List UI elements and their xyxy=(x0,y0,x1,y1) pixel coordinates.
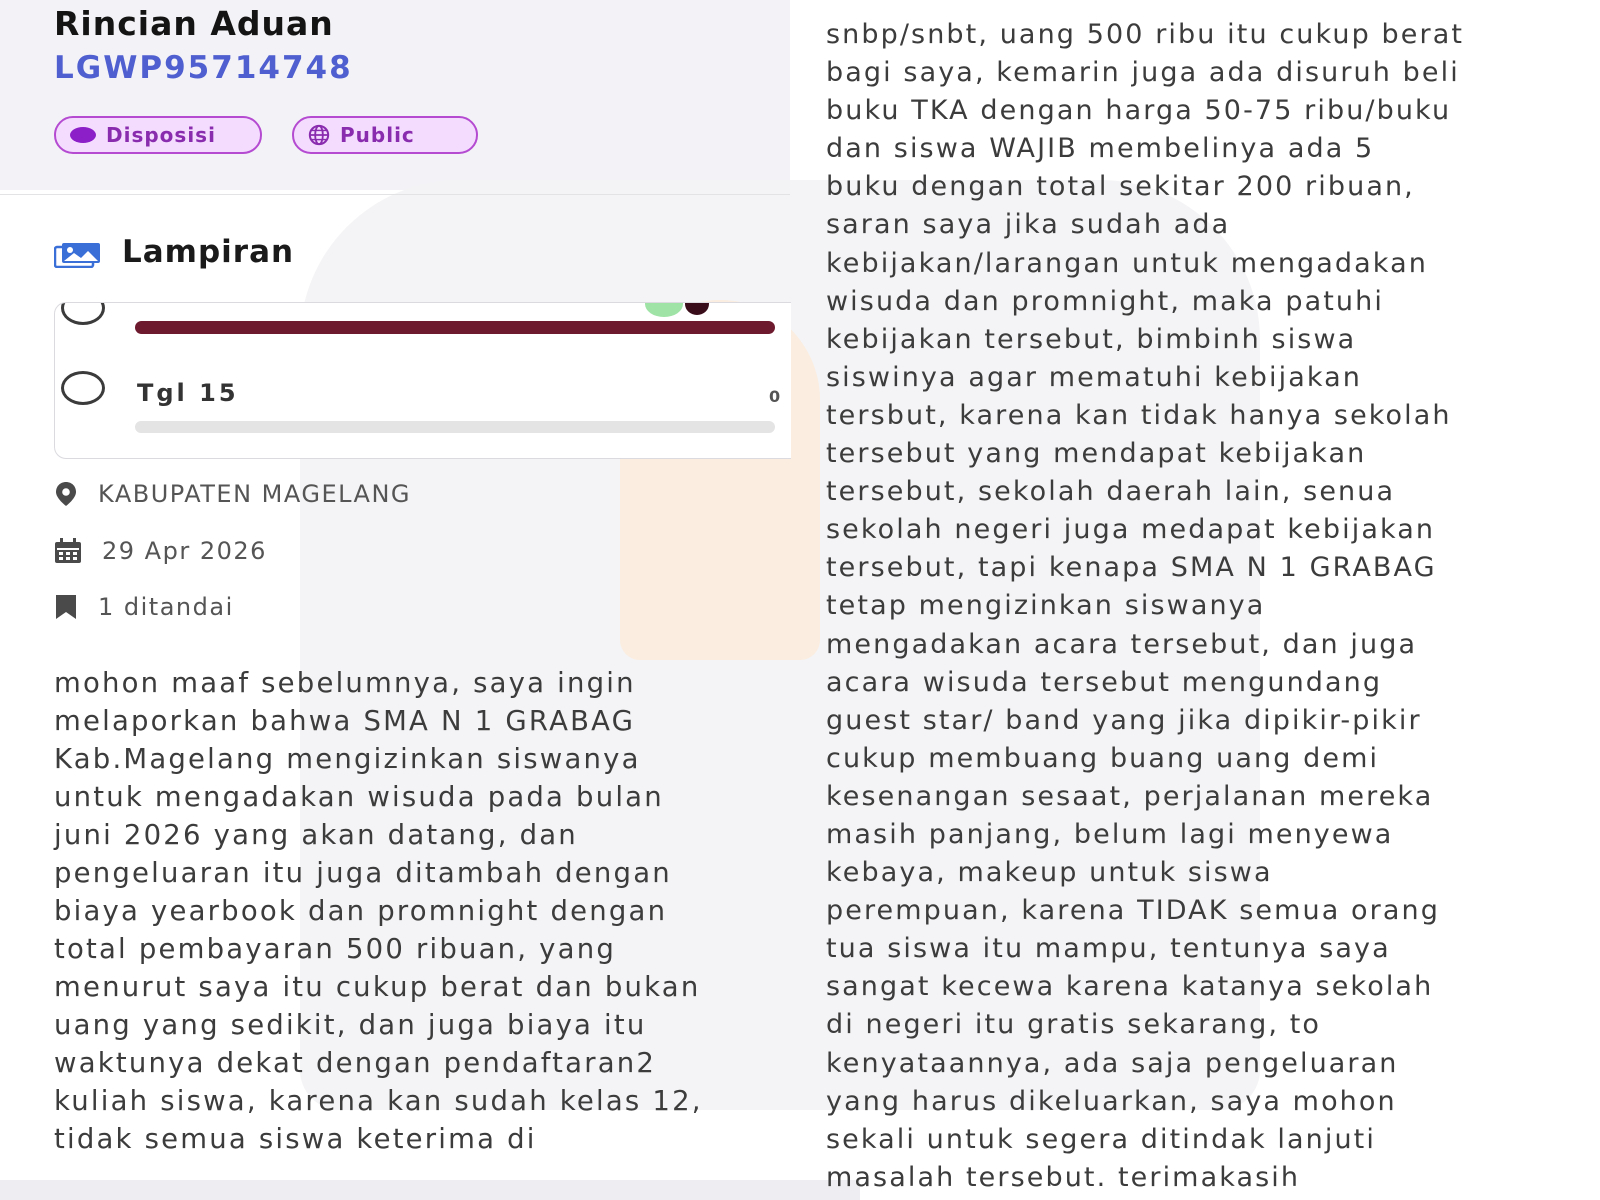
bookmark-row xyxy=(54,593,234,621)
page-title: Rincian Aduan xyxy=(54,4,334,43)
visibility-badge-label: Public xyxy=(340,123,415,147)
bookmark-icon xyxy=(54,594,78,620)
complaint-code: LGWP95714748 xyxy=(54,50,353,86)
image-gallery-icon xyxy=(54,242,102,268)
globe-icon xyxy=(308,124,330,146)
poll-option-b-label: Tgl 15 xyxy=(137,379,239,407)
poll-option-a-radio[interactable] xyxy=(61,302,105,325)
voter-avatar-dark xyxy=(685,302,709,315)
date-text: 29 Apr 2026 xyxy=(102,537,267,565)
date-row xyxy=(54,537,267,565)
bottom-band xyxy=(0,1180,860,1200)
status-dot-icon xyxy=(70,127,96,143)
location-row xyxy=(54,480,411,508)
poll-option-b-radio[interactable] xyxy=(61,371,105,405)
attachment-poll-image[interactable] xyxy=(54,302,791,459)
lampiran-heading: Lampiran xyxy=(122,234,295,270)
status-badge xyxy=(54,116,262,154)
calendar-icon xyxy=(54,538,82,564)
status-badge-label: Disposisi xyxy=(106,123,216,147)
bookmark-count-text: 1 ditandai xyxy=(98,593,234,621)
map-pin-icon xyxy=(54,481,78,507)
complaint-text-part-1: mohon maaf sebelumnya, saya ingin melaporkan bahwa SMA N 1 GRABAG Kab.Magelang mengizinkan siswanya untuk mengadakan wisuda pada bulan juni 2026 yang akan datang, dan pengeluaran itu juga ditambah dengan biaya yearbook dan promnight dengan total pembayaran 500 ribuan, yang menurut saya itu cukup berat dan bukan uang yang sedikit, dan juga biaya itu waktunya dekat dengan pendaftaran2 kuliah siswa, karena kan sudah kelas 12, tidak semua siswa keterima di xyxy=(54,667,703,1155)
poll-option-a-bar xyxy=(135,321,775,334)
voter-avatar-green xyxy=(645,302,683,317)
poll-option-b-bar xyxy=(135,421,775,433)
header-divider xyxy=(0,194,790,195)
poll-option-b-count: 0 xyxy=(769,387,781,406)
complaint-text-part-2: snbp/snbt, uang 500 ribu itu cukup berat bagi saya, kemarin juga ada disuruh beli buku TKA dengan harga 50-75 ribu/buku dan siswa WAJIB membelinya ada 5 buku dengan total sekitar 200 ribuan, saran saya jika sudah ada kebijakan/larangan untuk mengadakan wisuda dan promnight, maka patuhi kebijakan tersebut, bimbinh siswa siswinya agar mematuhi kebijakan tersbut, karena kan tidak hanya sekolah tersebut yang mendapat kebijakan tersebut, sekolah daerah lain, senua sekolah negeri juga medapat kebijakan tersebut, tapi kenapa SMA N 1 GRABAG tetap mengizinkan siswanya mengadakan acara tersebut, dan juga acara wisuda tersebut mengundang guest star/ band yang jika dipikir-pikir cukup membuang buang uang demi kesenangan sesaat, perjalanan mereka masih panjang, belum lagi menyewa kebaya, makeup untuk siswa perempuan, karena TIDAK semua orang tua siswa itu mampu, tentunya saya sangat kecewa karena katanya sekolah di negeri itu gratis sekarang, to kenyataannya, ada saja pengeluaran yang harus dikeluarkan, saya mohon sekali untuk segera ditindak lanjuti masalah tersebut. terimakasih xyxy=(826,19,1465,1193)
location-text: KABUPATEN MAGELANG xyxy=(98,480,412,508)
visibility-badge xyxy=(292,116,478,154)
